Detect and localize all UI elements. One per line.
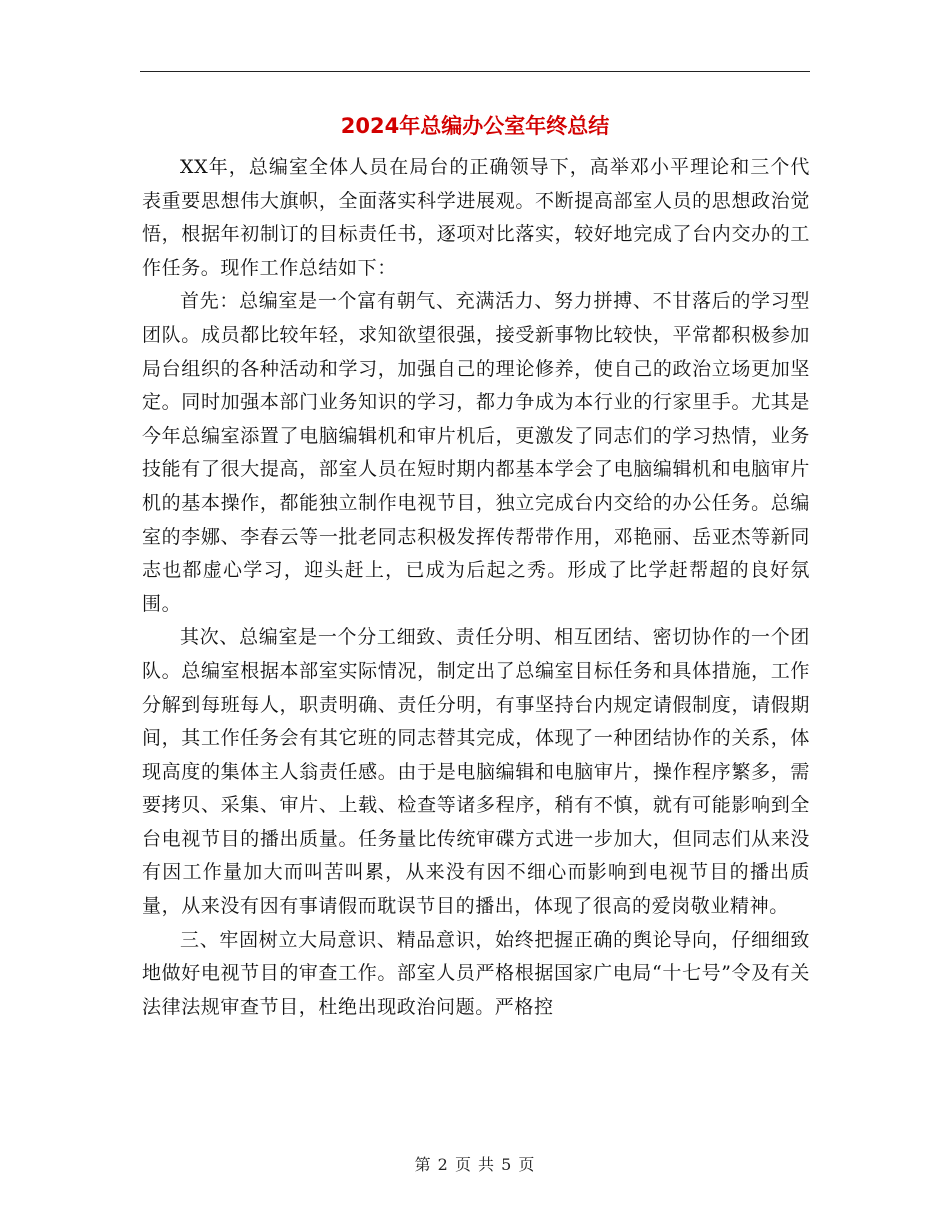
document-title: 2024年总编办公室年终总结	[340, 114, 610, 138]
page-number-footer: 第 2 页 共 5 页	[414, 1155, 536, 1174]
document-body	[142, 151, 810, 1024]
paragraph-second: 其次、总编室是一个分工细致、责任分明、相互团结、密切协作的一个团队。总编室根据本部室实际情况，制定出了总编室目标任务和具体措施，工作分解到每班每人，职责明确、责任分明，有事坚持台内规定请假制度，请假期间，其工作任务会有其它班的同志替其完成，体现了一种团结协作的关系，体现高度的集体主人翁责任感。由于是电脑编辑和电脑审片，操作程序繁多，需要拷贝、采集、审片、上载、检查等诸多程序，稍有不慎，就有可能影响到全台电视节目的播出质量。任务量比传统审碟方式进一步加大，但同志们从来没有因工作量加大而叫苦叫累，从来没有因不细心而影响到电视节目的播出质量，从来没有因有事请假而耽误节目的播出，体现了很高的爱岗敬业精神。	[142, 626, 810, 918]
paragraph-third: 三、牢固树立大局意识、精品意识，始终把握正确的舆论导向，仔细细致地做好电视节目的审查工作。部室人员严格根据国家广电局“十七号”令及有关法律法规审查节目，杜绝出现政治问题。严格控	[142, 928, 810, 1018]
paragraph-first: 首先：总编室是一个富有朝气、充满活力、努力拼搏、不甘落后的学习型团队。成员都比较年轻，求知欲望很强，接受新事物比较快，平常都积极参加局台组织的各种活动和学习，加强自己的理论修养，使自己的政治立场更加坚定。同时加强本部门业务知识的学习，都力争成为本行业的行家里手。尤其是今年总编室添置了电脑编辑机和审片机后，更激发了同志们的学习热情，业务技能有了很大提高，部室人员在短时期内都基本学会了电脑编辑机和电脑审片机的基本操作，都能独立制作电视节目，独立完成台内交给的办公任务。总编室的李娜、李春云等一批老同志积极发挥传帮带作用，邓艳丽、岳亚杰等新同志也都虚心学习，迎头赶上，已成为后起之秀。形成了比学赶帮超的良好氛围。	[142, 290, 810, 615]
paragraph-intro: XX年，总编室全体人员在局台的正确领导下，高举邓小平理论和三个代表重要思想伟大旗帜，全面落实科学进展观。不断提高部室人员的思想政治觉悟，根据年初制订的目标责任书，逐项对比落实，较好地完成了台内交办的工作任务。现作工作总结如下：	[142, 156, 810, 279]
header-rule	[140, 71, 810, 72]
